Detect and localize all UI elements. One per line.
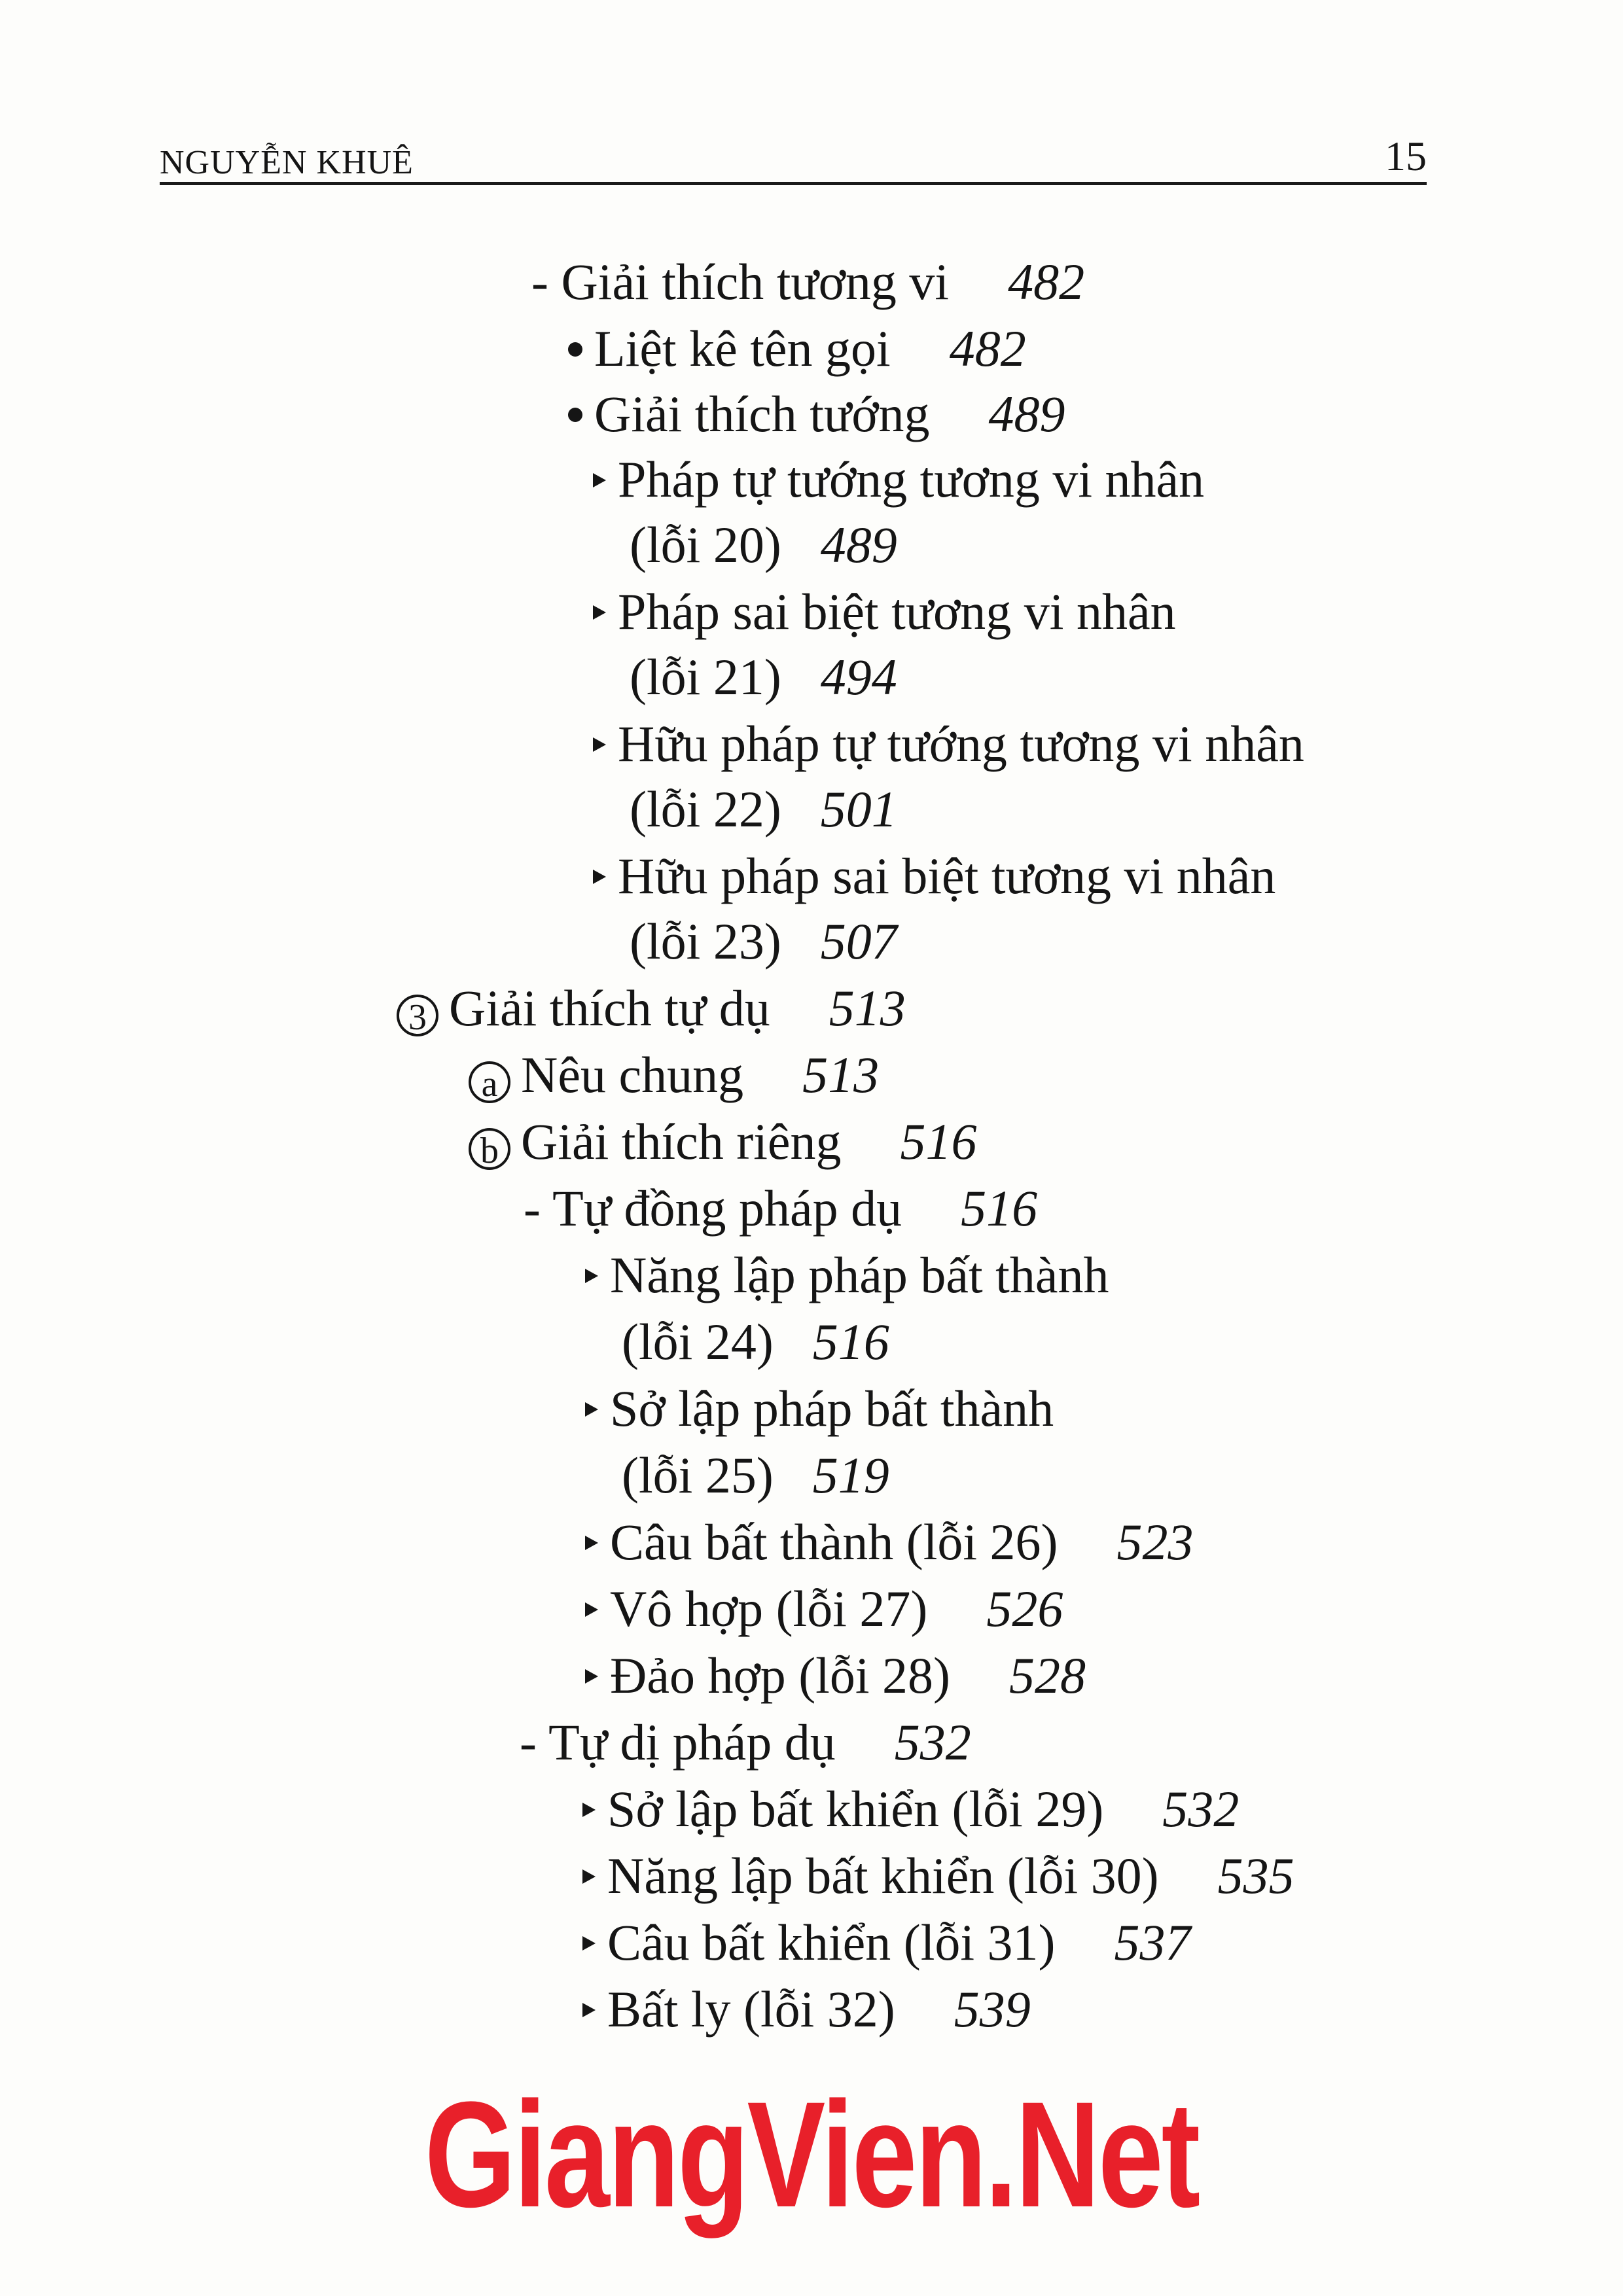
triangle-right-icon (593, 737, 606, 752)
toc-entry-continuation (630, 913, 897, 970)
toc-page-number: 535 (1217, 1847, 1294, 1904)
toc-entry-title: Pháp sai biệt tương vi nhân (618, 583, 1176, 640)
toc-entry-title: Hữu pháp tự tướng tương vi nhân (618, 715, 1304, 772)
toc-entry (585, 1580, 1063, 1637)
toc-page-number: 526 (986, 1580, 1063, 1637)
toc-page-number: 501 (820, 781, 897, 838)
toc-entry-title: Nêu chung (521, 1046, 744, 1103)
triangle-right-icon (585, 1602, 598, 1617)
toc-entry (582, 1847, 1294, 1904)
toc-entry-title: Giải thích tướng (594, 385, 930, 442)
toc-page-number: 523 (1116, 1513, 1194, 1570)
toc-page-number: 513 (829, 980, 906, 1036)
toc-entry (397, 980, 906, 1038)
toc-entry-title: Bất ly (lỗi 32) (607, 1981, 895, 2038)
watermark: GiangVien.Net (424, 2070, 1199, 2238)
toc-entry-title: Pháp tự tướng tương vi nhân (618, 451, 1205, 508)
toc-entry (585, 1647, 1086, 1704)
triangle-right-icon (585, 1669, 598, 1684)
toc-entry-title: Hữu pháp sai biệt tương vi nhân (618, 847, 1276, 904)
toc-page-number: 489 (820, 516, 897, 573)
toc-entry (469, 1046, 880, 1104)
toc-entry (582, 1780, 1240, 1837)
triangle-right-icon (585, 1269, 598, 1283)
triangle-right-icon (593, 605, 606, 620)
toc-entry (593, 583, 1176, 640)
toc-entry-continuation (630, 648, 897, 705)
toc-entry-continuation (622, 1447, 889, 1504)
toc-page-number: 519 (812, 1447, 889, 1504)
toc-page-number: 528 (1009, 1647, 1086, 1704)
page-number: 15 (1385, 133, 1427, 179)
toc-entry-title: Năng lập bất khiển (lỗi 30) (607, 1847, 1159, 1904)
triangle-right-icon (582, 1869, 596, 1884)
triangle-right-icon (582, 1803, 596, 1817)
toc-entry (520, 1714, 971, 1771)
toc-entry (582, 1914, 1191, 1971)
triangle-right-icon (593, 870, 606, 884)
toc-entry-title: - Tự dị pháp dụ (520, 1714, 836, 1771)
toc-entry (593, 451, 1205, 508)
toc-entry-title: (lỗi 21) (630, 648, 781, 705)
toc-entry-title: Câu bất khiển (lỗi 31) (607, 1914, 1056, 1971)
toc-entry-title: - Giải thích tương vi (531, 253, 950, 310)
toc-entry-title: Liệt kê tên gọi (594, 320, 891, 377)
author-name: NGUYỄN KHUÊ (160, 144, 414, 181)
bullet-dot-icon (568, 342, 582, 357)
toc-page-number: 539 (954, 1981, 1031, 2038)
bullet-dot-icon (568, 408, 582, 422)
triangle-right-icon (582, 2003, 596, 2017)
toc-page-number: 532 (894, 1714, 971, 1771)
toc-page-number: 516 (900, 1113, 977, 1170)
toc-entry (582, 1981, 1031, 2038)
circled-number-icon: 3 (397, 995, 438, 1036)
toc-entry (531, 253, 1085, 310)
toc-page-number: 489 (988, 385, 1065, 442)
toc-page-number: 494 (820, 648, 897, 705)
toc-entry-title: (lỗi 23) (630, 913, 781, 970)
toc-page-number: 507 (820, 913, 897, 970)
toc-entry (568, 320, 1026, 377)
toc-page-number: 516 (961, 1180, 1038, 1237)
toc-entry-title: (lỗi 22) (630, 781, 781, 838)
toc-entry (585, 1380, 1054, 1437)
toc-entry (593, 847, 1276, 904)
toc-entry (568, 385, 1065, 442)
circled-letter-icon: a (469, 1061, 510, 1103)
toc-entry-title: Sở lập pháp bất thành (610, 1380, 1054, 1437)
triangle-right-icon (585, 1402, 598, 1417)
toc-entry (585, 1246, 1109, 1303)
toc-entry (469, 1113, 977, 1171)
header-rule (160, 182, 1427, 185)
toc-entry-title: Đảo hợp (lỗi 28) (610, 1647, 950, 1704)
triangle-right-icon (582, 1936, 596, 1951)
toc-entry-continuation (622, 1313, 889, 1370)
toc-entry-title: (lỗi 20) (630, 516, 781, 573)
toc-entry-title: Câu bất thành (lỗi 26) (610, 1513, 1058, 1570)
toc-entry (593, 715, 1304, 772)
triangle-right-icon (585, 1536, 598, 1550)
toc-page-number: 482 (1008, 253, 1085, 310)
toc-entry (585, 1513, 1194, 1570)
circled-letter-icon: b (469, 1128, 510, 1170)
toc-entry-continuation (630, 516, 897, 573)
toc-page-number: 516 (812, 1313, 889, 1370)
toc-entry-title: Năng lập pháp bất thành (610, 1246, 1109, 1303)
toc-page-number: 513 (802, 1046, 880, 1103)
toc-entry-continuation (630, 781, 897, 838)
toc-page-number: 482 (949, 320, 1026, 377)
toc-entry-title: (lỗi 25) (622, 1447, 774, 1504)
toc-entry-title: Giải thích tự dụ (449, 980, 770, 1036)
toc-entry-title: Sở lập bất khiển (lỗi 29) (607, 1780, 1104, 1837)
toc-entry-title: Vô hợp (lỗi 27) (610, 1580, 928, 1637)
toc-entry-title: - Tự đồng pháp dụ (524, 1180, 902, 1237)
triangle-right-icon (593, 473, 606, 487)
toc-entry-title: (lỗi 24) (622, 1313, 774, 1370)
toc-page-number: 532 (1162, 1780, 1240, 1837)
toc-entry (524, 1180, 1038, 1237)
toc-entry-title: Giải thích riêng (521, 1113, 842, 1170)
toc-page-number: 537 (1114, 1914, 1191, 1971)
page-header (160, 128, 1427, 187)
